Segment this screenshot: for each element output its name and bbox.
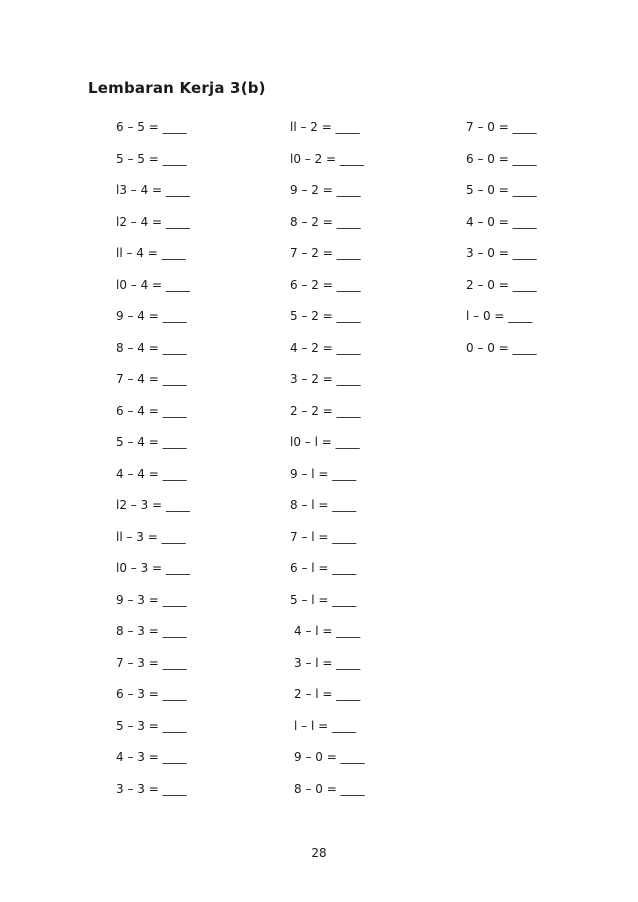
problem-column-1: [116, 117, 190, 810]
subtraction-problem: 9 – 4 = ____: [116, 309, 187, 323]
subtraction-problem: 6 – 4 = ____: [116, 403, 187, 418]
subtraction-problem: 0 – 0 = ____: [466, 340, 537, 355]
page-number: 28: [311, 846, 327, 860]
subtraction-problem: 7 – l = ____: [290, 529, 357, 544]
subtraction-problem: 3 – 3 = ____: [116, 781, 187, 796]
subtraction-problem: 6 – 2 = ____: [290, 277, 361, 292]
subtraction-problem: l2 – 3 = ____: [116, 498, 190, 512]
subtraction-problem: 7 – 0 = ____: [466, 120, 537, 134]
subtraction-problem: 7 – 2 = ____: [290, 246, 361, 260]
subtraction-problem: 5 – 5 = ____: [116, 151, 187, 166]
subtraction-problem: 9 – 0 = ____: [294, 750, 365, 764]
subtraction-problem: 3 – 2 = ____: [290, 372, 361, 386]
subtraction-problem: 4 – l = ____: [294, 624, 361, 638]
subtraction-problem: ll – 2 = ____: [290, 120, 360, 134]
subtraction-problem: 9 – 3 = ____: [116, 592, 187, 607]
subtraction-problem: 5 – 0 = ____: [466, 183, 537, 197]
subtraction-problem: l0 – 2 = ____: [290, 151, 364, 166]
subtraction-problem: 6 – 5 = ____: [116, 120, 187, 134]
subtraction-problem: l0 – 4 = ____: [116, 277, 190, 292]
subtraction-problem: 4 – 3 = ____: [116, 750, 187, 764]
subtraction-problem: 4 – 0 = ____: [466, 214, 537, 229]
worksheet-title: Lembaran Kerja 3(b): [88, 79, 266, 97]
subtraction-problem: 7 – 4 = ____: [116, 372, 187, 386]
subtraction-problem: 4 – 2 = ____: [290, 340, 361, 355]
problem-column-2: [290, 117, 365, 810]
subtraction-problem: ll – 4 = ____: [116, 246, 186, 260]
subtraction-problem: l0 – 3 = ____: [116, 561, 190, 575]
subtraction-problem: 3 – l = ____: [294, 655, 361, 670]
subtraction-problem: 7 – 3 = ____: [116, 655, 187, 670]
subtraction-problem: l2 – 4 = ____: [116, 214, 190, 229]
subtraction-problem: 8 – 2 = ____: [290, 214, 361, 229]
subtraction-problem: 9 – l = ____: [290, 466, 357, 481]
subtraction-problem: 4 – 4 = ____: [116, 466, 187, 481]
subtraction-problem: ll – 3 = ____: [116, 529, 186, 544]
subtraction-problem: 8 – 3 = ____: [116, 624, 187, 638]
subtraction-problem: 5 – 2 = ____: [290, 309, 361, 323]
subtraction-problem: 9 – 2 = ____: [290, 183, 361, 197]
subtraction-problem: 8 – 0 = ____: [294, 781, 365, 796]
subtraction-problem: 8 – 4 = ____: [116, 340, 187, 355]
subtraction-problem: l3 – 4 = ____: [116, 183, 190, 197]
subtraction-problem: 6 – l = ____: [290, 561, 357, 575]
subtraction-problem: 5 – 4 = ____: [116, 435, 187, 449]
subtraction-problem: 8 – l = ____: [290, 498, 357, 512]
subtraction-problem: 5 – l = ____: [290, 592, 357, 607]
subtraction-problem: 3 – 0 = ____: [466, 246, 537, 260]
problem-column-3: [466, 117, 537, 369]
subtraction-problem: 5 – 3 = ____: [116, 718, 187, 733]
subtraction-problem: l – 0 = ____: [466, 309, 533, 323]
subtraction-problem: l0 – l = ____: [290, 435, 360, 449]
subtraction-problem: 6 – 3 = ____: [116, 687, 187, 701]
subtraction-problem: 2 – 0 = ____: [466, 277, 537, 292]
subtraction-problem: 2 – 2 = ____: [290, 403, 361, 418]
subtraction-problem: 6 – 0 = ____: [466, 151, 537, 166]
subtraction-problem: l – l = ____: [294, 718, 356, 733]
subtraction-problem: 2 – l = ____: [294, 687, 361, 701]
